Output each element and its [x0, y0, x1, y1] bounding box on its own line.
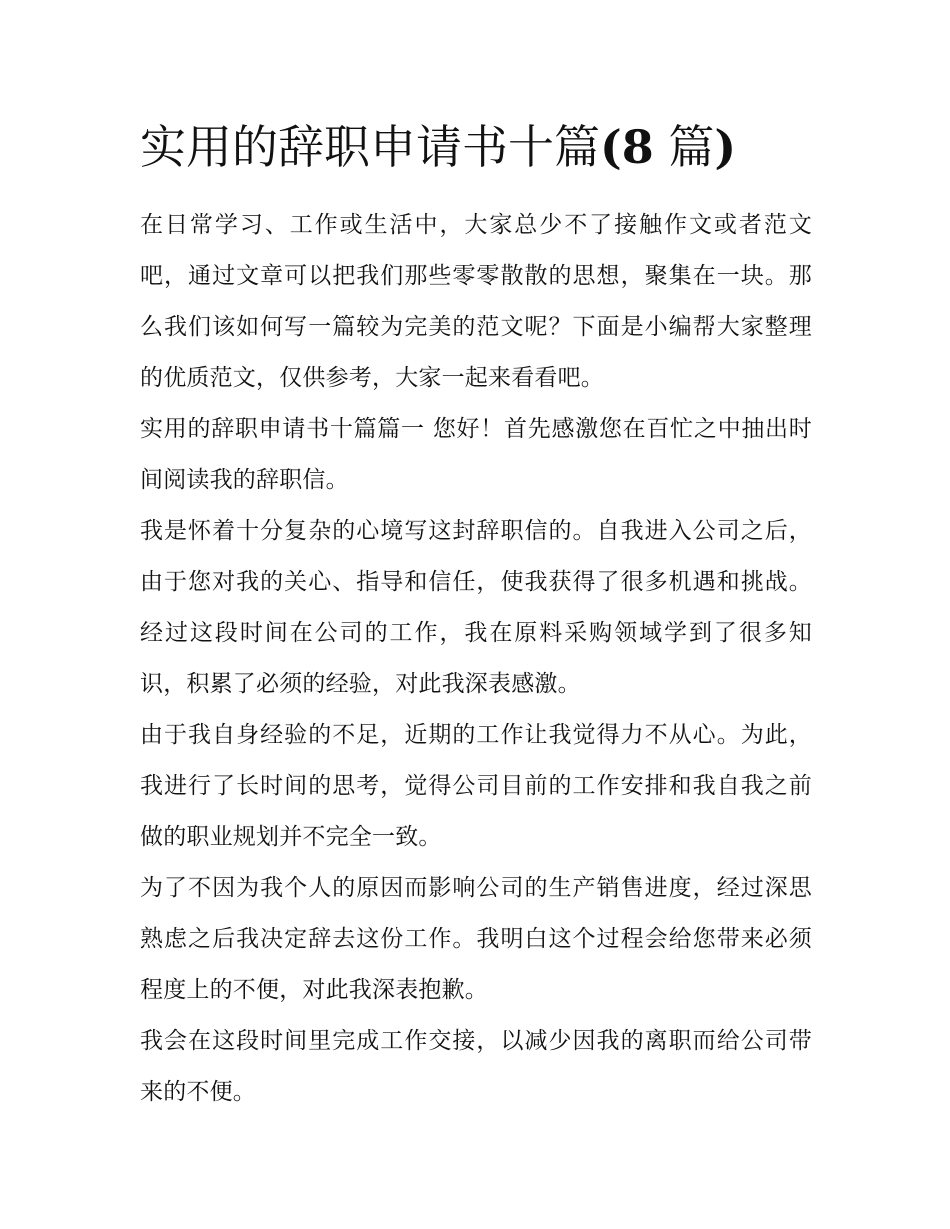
document-body [140, 112, 812, 1118]
document-title [140, 112, 812, 182]
document-title-paren-close: ) [714, 120, 737, 174]
paragraph-greeting: 实用的辞职申请书十篇篇一 您好！首先感激您在百忙之中抽出时间阅读我的辞职信。 [140, 416, 812, 493]
document-title-count-unit: 篇 [653, 120, 715, 174]
paragraph-gratitude: 我是怀着十分复杂的心境写这封辞职信的。自我进入公司之后，由于您对我的关心、指导和信任，使我获得了很多机遇和挑战。经过这段时间在公司的工作，我在原料采购领域学到了很多知识，积累了必须的经验，对此我深表感激。 [140, 518, 812, 697]
paragraph-decision: 为了不因为我个人的原因而影响公司的生产销售进度，经过深思熟虑之后我决定辞去这份工作。我明白这个过程会给您带来必须程度上的不便，对此我深表抱歉。 [140, 875, 812, 1003]
paragraph-reason: 由于我自身经验的不足，近期的工作让我觉得力不从心。为此，我进行了长时间的思考，觉得公司目前的工作安排和我自我之前做的职业规划并不完全一致。 [140, 722, 812, 850]
document-title-count: 8 [621, 120, 654, 174]
paragraph-intro: 在日常学习、工作或生活中，大家总少不了接触作文或者范文吧，通过文章可以把我们那些零零散散的思想，聚集在一块。那么我们该如何写一篇较为完美的范文呢？下面是小编帮大家整理的优质范文，仅供参考，大家一起来看看吧。 [140, 212, 812, 391]
document-title-main: 实用的辞职申请书十篇 [140, 120, 600, 174]
document-title-paren-open: ( [600, 120, 622, 174]
paragraph-handover: 我会在这段时间里完成工作交接，以减少因我的离职而给公司带来的不便。 [140, 1028, 812, 1105]
